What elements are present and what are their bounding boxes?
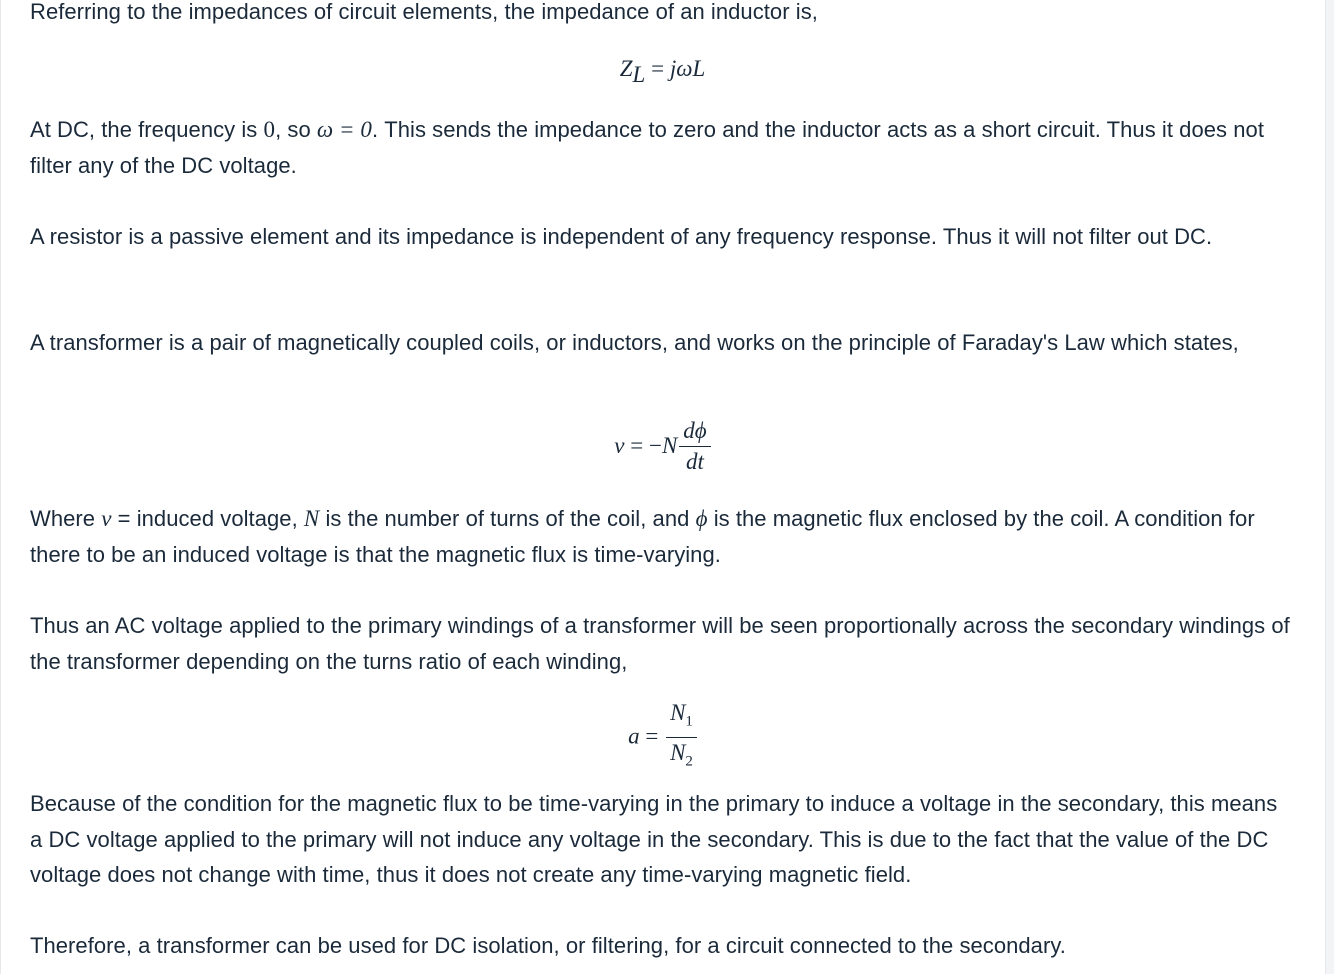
eq1-lhs: Z [619,56,633,81]
p2-text-b: , so [275,117,317,142]
equation-turns-ratio [30,700,1295,774]
eq3-fraction [666,700,697,774]
p5-var-v: v [101,506,112,531]
paragraph-dc-no-induction: Because of the condition for the magnetic flux to be time-varying in the primary to induce a voltage in the secondary, this means a DC voltage applied to the primary will not induce any voltage in the secondary. This is due to the fact that the value of the DC voltage does not change with time, thus it does not create any time-varying magnetic field. [30,791,1278,887]
paragraph-ac-transformer: Thus an AC voltage applied to the primary windings of a transformer will be seen proportionally across the secondary windings of the transformer depending on the turns ratio of each winding, [30,613,1290,674]
eq2-lhs: v [614,433,625,458]
paragraph-transformer-intro: A transformer is a pair of magnetically coupled coils, or inductors, and works on the principle of Faraday's Law which states, [30,330,1239,355]
equation-inductor-impedance [30,54,1295,88]
eq2-op: = − [624,433,662,458]
paragraph-resistor: A resistor is a passive element and its impedance is independent of any frequency response. Thus it will not filter out DC. [30,224,1213,249]
eq1-lhs-sub: L [632,61,646,87]
eq3-num-sub: 1 [685,713,693,730]
eq1-rhs: jωL [669,56,706,81]
eq3-den-sub: 2 [685,753,693,770]
paragraph-dc-inductor [30,112,1295,183]
p5-text-c: is the number of turns of the coil, and [319,506,696,531]
p2-zero: 0 [263,117,276,142]
p5-var-n: N [303,506,320,531]
paragraph-faraday-explanation [30,501,1295,572]
eq2-coef: N [661,433,678,458]
p2-text-a: At DC, the frequency is [30,117,264,142]
p5-text-a: Where [30,506,102,531]
scrollbar-track[interactable] [1325,0,1334,974]
eq3-numerator [666,700,697,738]
paragraph-inductor-intro: Referring to the impedances of circuit elements, the impedance of an inductor is, [30,0,818,24]
eq3-op: = [639,723,665,749]
p5-text-d: is the magnetic flux enclosed by the coil. A condition for there to be an induced voltage is that the magnetic flux is time-varying. [30,506,1255,567]
p2-text-c: . This sends the impedance to zero and the inductor acts as a short circuit. Thus it does not filter any of the DC voltage. [30,117,1264,178]
paragraph-conclusion: Therefore, a transformer can be used for DC isolation, or filtering, for a circuit connected to the secondary. [30,933,1066,958]
eq3-den-n: N [670,739,686,765]
p5-var-phi: ϕ [695,506,708,531]
page-left-border [0,0,1,974]
eq2-fraction [679,418,710,475]
eq3-num-n: N [670,700,686,725]
equation-faradays-law [30,418,1295,475]
eq1-op: = [645,56,670,81]
p2-omega-equation: ω = 0 [316,117,372,142]
eq3-denominator [666,738,697,775]
eq2-denominator: dt [686,449,704,474]
eq3-lhs: a [628,723,640,749]
eq2-numerator: dϕ [679,418,710,447]
p5-text-b: = induced voltage, [111,506,304,531]
